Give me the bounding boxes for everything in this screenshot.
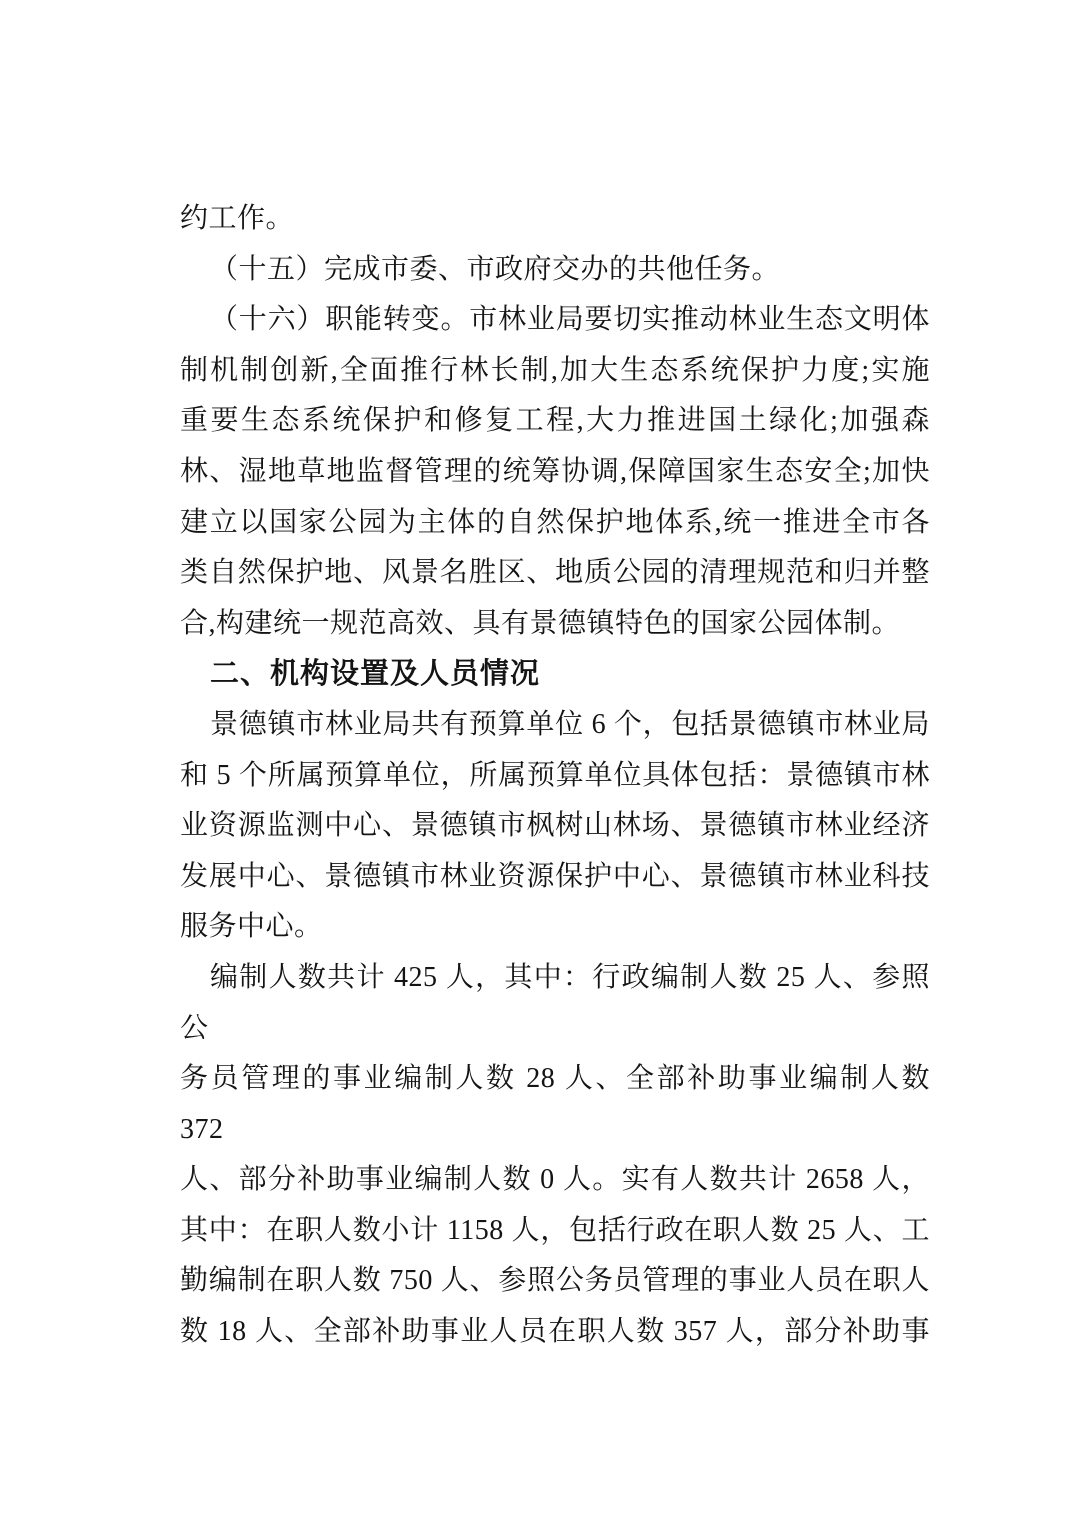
text-line: 数 18 人、全部补助事业人员在职人数 357 人，部分补助事	[180, 1316, 930, 1348]
text-line: 服务中心。	[180, 911, 323, 943]
text-line: 约工作。	[180, 203, 295, 234]
text-line: 编制人数共计 425 人，其中：行政编制人数 25 人、参照公	[180, 961, 930, 1044]
text-line: 勤编制在职人数 750 人、参照公务员管理的事业人员在职人	[180, 1265, 930, 1297]
text-line: 重要生态系统保护和修复工程,大力推进国土绿化;加强森	[180, 405, 930, 437]
text-line: 类自然保护地、风景名胜区、地质公园的清理规范和归并整	[180, 557, 930, 589]
text-line: 其中：在职人数小计 1158 人，包括行政在职人数 25 人、工	[180, 1214, 930, 1246]
text-line: （十五）完成市委、市政府交办的共他任务。	[210, 253, 781, 285]
text-line: 业资源监测中心、景德镇市枫树山林场、景德镇市林业经济	[180, 810, 930, 842]
text-line: 景德镇市林业局共有预算单位 6 个，包括景德镇市林业局	[210, 708, 930, 740]
text-line: 合,构建统一规范高效、具有景德镇特色的国家公园体制。	[180, 607, 901, 639]
text-block	[180, 194, 930, 1358]
text-line: 制机制创新,全面推行林长制,加大生态系统保护力度;实施	[180, 354, 930, 386]
text-line: （十六）职能转变。市林业局要切实推动林业生态文明体	[210, 304, 930, 336]
text-line: 人、部分补助事业编制人数 0 人。实有人数共计 2658 人，	[180, 1164, 930, 1196]
text-line: 和 5 个所属预算单位，所属预算单位具体包括：景德镇市林	[180, 759, 930, 791]
text-line: 发展中心、景德镇市林业资源保护中心、景德镇市林业科技	[180, 860, 930, 892]
text-line: 林、湿地草地监督管理的统筹协调,保障国家生态安全;加快	[180, 455, 930, 487]
section-heading: 二、机构设置及人员情况	[210, 658, 541, 691]
text-line: 建立以国家公园为主体的自然保护地体系,统一推进全市各	[180, 506, 930, 538]
text-line: 务员管理的事业编制人数 28 人、全部补助事业编制人数 372	[180, 1063, 930, 1145]
